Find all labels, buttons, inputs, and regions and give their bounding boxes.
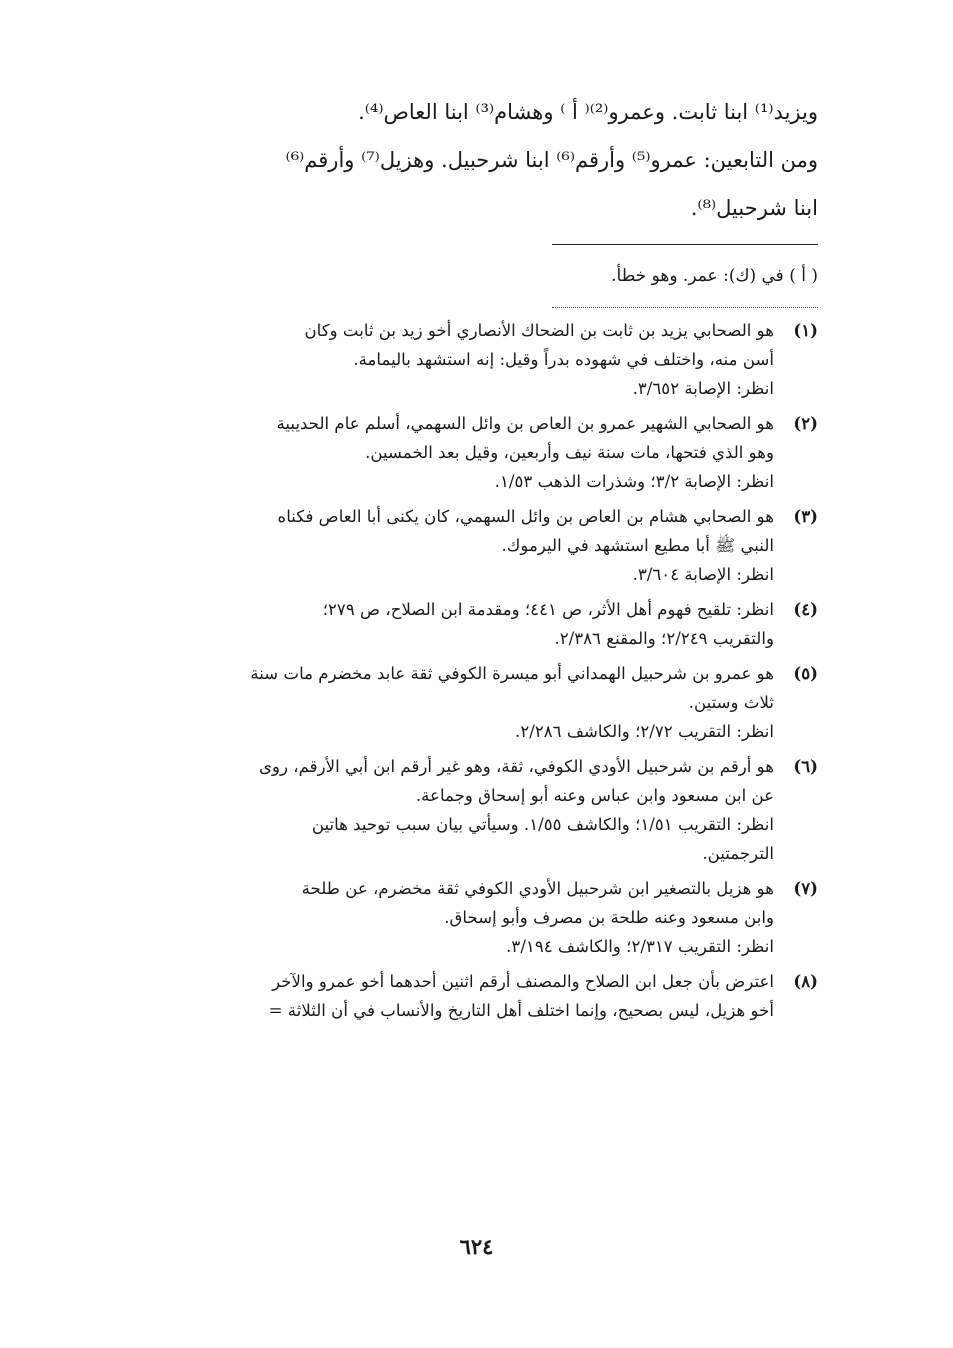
footnote-line: انظر: التقريب ٢/٣١٧؛ والكاشف ٣/١٩٤. (506, 937, 774, 956)
footnote-line: هو هزيل بالتصغير ابن شرحبيل الأودي الكوفي ثقة مخضرم، عن طلحة (301, 879, 774, 898)
footnote-body (110, 316, 774, 403)
footnote-body (110, 752, 774, 868)
footnote-line: عن ابن مسعود وابن عباس وعنه أبو إسحاق وجماعة. (415, 786, 774, 805)
footnote-line: الترجمتين. (702, 844, 774, 863)
footnote-body (110, 874, 774, 961)
footnote-line: انظر: تلقيح فهوم أهل الأثر، ص ٤٤١؛ ومقدمة ابن الصلاح، ص ٢٧٩؛ (322, 600, 774, 619)
footnote-body (110, 967, 774, 1025)
main-line-2: ومن التابعين: عمرو⁽⁵⁾ وأرقم⁽⁶⁾ ابنا شرحبيل. وهزيل⁽⁷⁾ وأرقم⁽⁶⁾ (285, 148, 818, 172)
variant-note: ( أ ) في (ك): عمر. وهو خطأ. (611, 266, 818, 286)
footnote-3 (110, 502, 818, 589)
footnote-line: انظر: التقريب ١/٥١؛ والكاشف ١/٥٥. وسيأتي بيان سبب توحيد هاتين (311, 815, 774, 834)
footnote-line: ثلاث وستين. (688, 693, 774, 712)
dotted-separator (552, 307, 818, 308)
footnote-number: (٣) (793, 506, 818, 526)
footnote-7 (110, 874, 818, 961)
footnote-5 (110, 659, 818, 746)
footnote-line: هو الصحابي الشهير عمرو بن العاص بن وائل السهمي، أسلم عام الحديبية (276, 414, 774, 433)
footnote-number: (٤) (793, 599, 818, 619)
footnotes (110, 316, 818, 1025)
main-line-3: ابنا شرحبيل⁽⁸⁾. (690, 196, 818, 220)
footnote-number: (١) (793, 320, 818, 340)
footnote-1 (110, 316, 818, 403)
footnote-2 (110, 409, 818, 496)
footnote-number: (٢) (793, 413, 818, 433)
footnote-line: وابن مسعود وعنه طلحة بن مصرف وأبو إسحاق. (444, 908, 774, 927)
footnote-separator (552, 244, 818, 245)
footnote-line: انظر: الإصابة ٣/٦٥٢. (632, 379, 774, 398)
footnote-line: والتقريب ٢/٢٤٩؛ والمقنع ٢/٣٨٦. (554, 629, 774, 648)
footnote-body (110, 659, 774, 746)
footnote-line: انظر: التقريب ٢/٧٢؛ والكاشف ٢/٢٨٦. (515, 722, 774, 741)
footnote-line: انظر: الإصابة ٣/٢؛ وشذرات الذهب ١/٥٣. (494, 472, 774, 491)
footnote-line: هو الصحابي يزيد بن ثابت بن الضحاك الأنصاري أخو زيد بن ثابت وكان (304, 321, 774, 340)
footnote-line: هو الصحابي هشام بن العاص بن وائل السهمي، كان يكنى أبا العاص فكناه (277, 507, 774, 526)
footnote-number: (٦) (793, 756, 818, 776)
footnote-line: اعترض بأن جعل ابن الصلاح والمصنف أرقم اثنين أحدهما أخو عمرو والآخر (272, 972, 774, 991)
footnote-line: وهو الذي فتحها، مات سنة نيف وأربعين، وقيل بعد الخمسين. (365, 443, 774, 462)
footnote-body (110, 409, 774, 496)
footnote-number: (٧) (793, 878, 818, 898)
page-body (110, 88, 818, 1031)
footnote-body (110, 595, 774, 653)
footnote-body (110, 502, 774, 589)
footnote-line: أخو هزيل، ليس بصحيح، وإنما اختلف أهل التاريخ والأنساب في أن الثلاثة = (268, 1001, 774, 1020)
footnote-4 (110, 595, 818, 653)
footnote-6 (110, 752, 818, 868)
footnote-line: هو عمرو بن شرحبيل الهمداني أبو ميسرة الكوفي ثقة عابد مخضرم مات سنة (250, 664, 774, 683)
main-line-1: ويزيد⁽¹⁾ ابنا ثابت. وعمرو⁽²⁾⁽ أ ⁾ وهشام⁽³⁾ ابنا العاص⁽⁴⁾. (358, 100, 818, 124)
footnote-line: انظر: الإصابة ٣/٦٠٤. (632, 565, 774, 584)
footnote-line: أسن منه، واختلف في شهوده بدراً وقيل: إنه استشهد باليمامة. (353, 350, 774, 369)
footnote-8 (110, 967, 818, 1025)
footnote-number: (٨) (793, 971, 818, 991)
main-text (110, 88, 818, 232)
footnote-line: هو أرقم بن شرحبيل الأودي الكوفي، ثقة، وهو غير أرقم ابن أبي الأرقم، روى (258, 757, 774, 776)
page-number: ٦٢٤ (459, 1234, 494, 1259)
footnote-line: النبي ﷺ أبا مطيع استشهد في اليرموك. (501, 536, 774, 555)
footnote-number: (٥) (793, 663, 818, 683)
